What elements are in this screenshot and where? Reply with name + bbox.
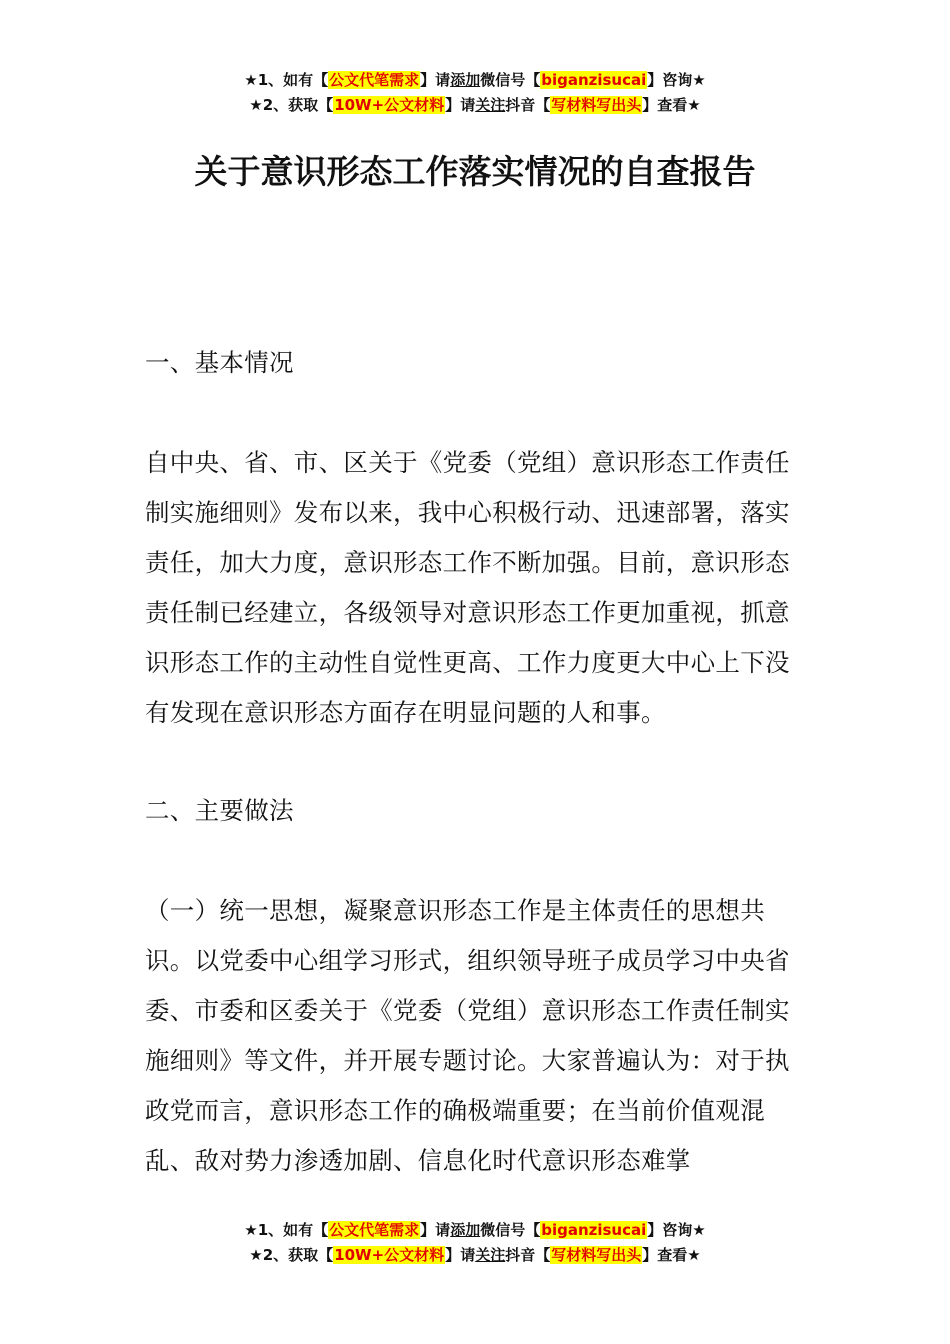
document-title: 关于意识形态工作落实情况的自查报告	[194, 152, 756, 191]
highlight-douyin: 写材料写出头	[551, 1246, 642, 1264]
highlight-materials: 10W+公文材料	[334, 96, 445, 114]
section-heading-practices: 二、主要做法	[145, 796, 294, 825]
section-heading-basic: 一、基本情况	[145, 348, 294, 377]
header-banner	[0, 68, 950, 118]
highlight-douyin: 写材料写出头	[551, 96, 642, 114]
banner-line-2: ★2、获取【10W+公文材料】请关注抖音【写材料写出头】查看★	[249, 1246, 701, 1264]
highlight-wechat-id: biganzisucai	[541, 1221, 647, 1239]
banner-line-1: ★1、如有【公文代笔需求】请添加微信号【biganzisucai】咨询★	[244, 1221, 706, 1239]
banner-line-1: ★1、如有【公文代笔需求】请添加微信号【biganzisucai】咨询★	[244, 71, 706, 89]
section-paragraph-practices: （一）统一思想，凝聚意识形态工作是主体责任的思想共识。以党委中心组学习形式，组织领导班子成员学习中央省委、市委和区委关于《党委（党组）意识形态工作责任制实施细则》等文件，并开展专题讨论。大家普遍认为：对于执政党而言，意识形态工作的确极端重要；在当前价值观混乱、敌对势力渗透加剧、信息化时代意识形态难掌	[145, 896, 790, 1175]
highlight-ghostwriting: 公文代笔需求	[329, 1221, 420, 1239]
footer-banner	[0, 1218, 950, 1268]
highlight-ghostwriting: 公文代笔需求	[329, 71, 420, 89]
highlight-materials: 10W+公文材料	[334, 1246, 445, 1264]
banner-line-2: ★2、获取【10W+公文材料】请关注抖音【写材料写出头】查看★	[249, 96, 701, 114]
highlight-wechat-id: biganzisucai	[541, 71, 647, 89]
section-paragraph-basic: 自中央、省、市、区关于《党委（党组）意识形态工作责任制实施细则》发布以来，我中心积极行动、迅速部署，落实责任，加大力度，意识形态工作不断加强。目前，意识形态责任制已经建立，各级领导对意识形态工作更加重视，抓意识形态工作的主动性自觉性更高、工作力度更大中心上下没有发现在意识形态方面存在明显问题的人和事。	[145, 448, 790, 727]
